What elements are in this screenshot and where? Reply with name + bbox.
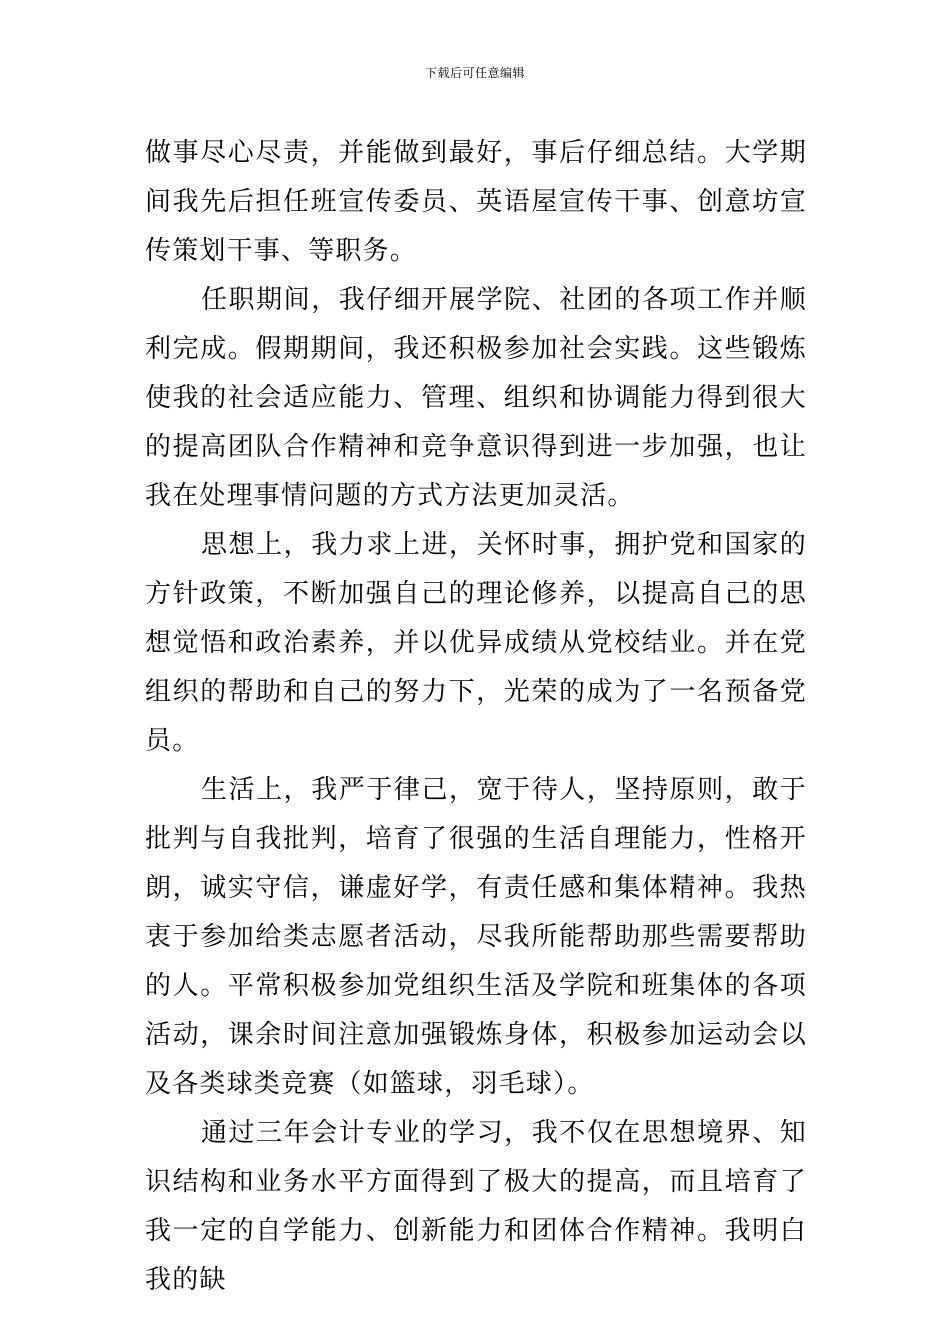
- paragraph-continuation: 做事尽心尽责，并能做到最好，事后仔细总结。大学期间我先后担任班宣传委员、英语屋宣传干事、创意坊宣传策划干事、等职务。: [145, 138, 807, 266]
- paragraph-ideology: 思想上，我力求上进，关怀时事，拥护党和国家的方针政策，不断加强自己的理论修养，以提高自己的思想觉悟和政治素养，并以优异成绩从党校结业。并在党组织的帮助和自己的努力下，光荣的成为了一名预备党员。: [145, 530, 807, 756]
- document-body: [145, 129, 807, 1305]
- paragraph-life: 生活上，我严于律己，宽于待人，坚持原则，敢于批判与自我批判，培育了很强的生活自理能力，性格开朗，诚实守信，谦虚好学，有责任感和集体精神。我热衷于参加给类志愿者活动，尽我所能帮助那些需要帮助的人。平常积极参加党组织生活及学院和班集体的各项活动，课余时间注意加强锻炼身体，积极参加运动会以及各类球类竞赛（如篮球，羽毛球）。: [145, 775, 807, 1099]
- paragraph-study: 通过三年会计专业的学习，我不仅在思想境界、知识结构和业务水平方面得到了极大的提高，而且培育了我一定的自学能力、创新能力和团体合作精神。我明白我的缺: [145, 1118, 807, 1295]
- paragraph-work-experience: 任职期间，我仔细开展学院、社团的各项工作并顺利完成。假期期间，我还积极参加社会实践。这些锻炼使我的社会适应能力、管理、组织和协调能力得到很大的提高团队合作精神和竞争意识得到进一步加强，也让我在处理事情问题的方式方法更加灵活。: [145, 285, 807, 511]
- page-header: 下载后可任意编辑: [424, 66, 525, 80]
